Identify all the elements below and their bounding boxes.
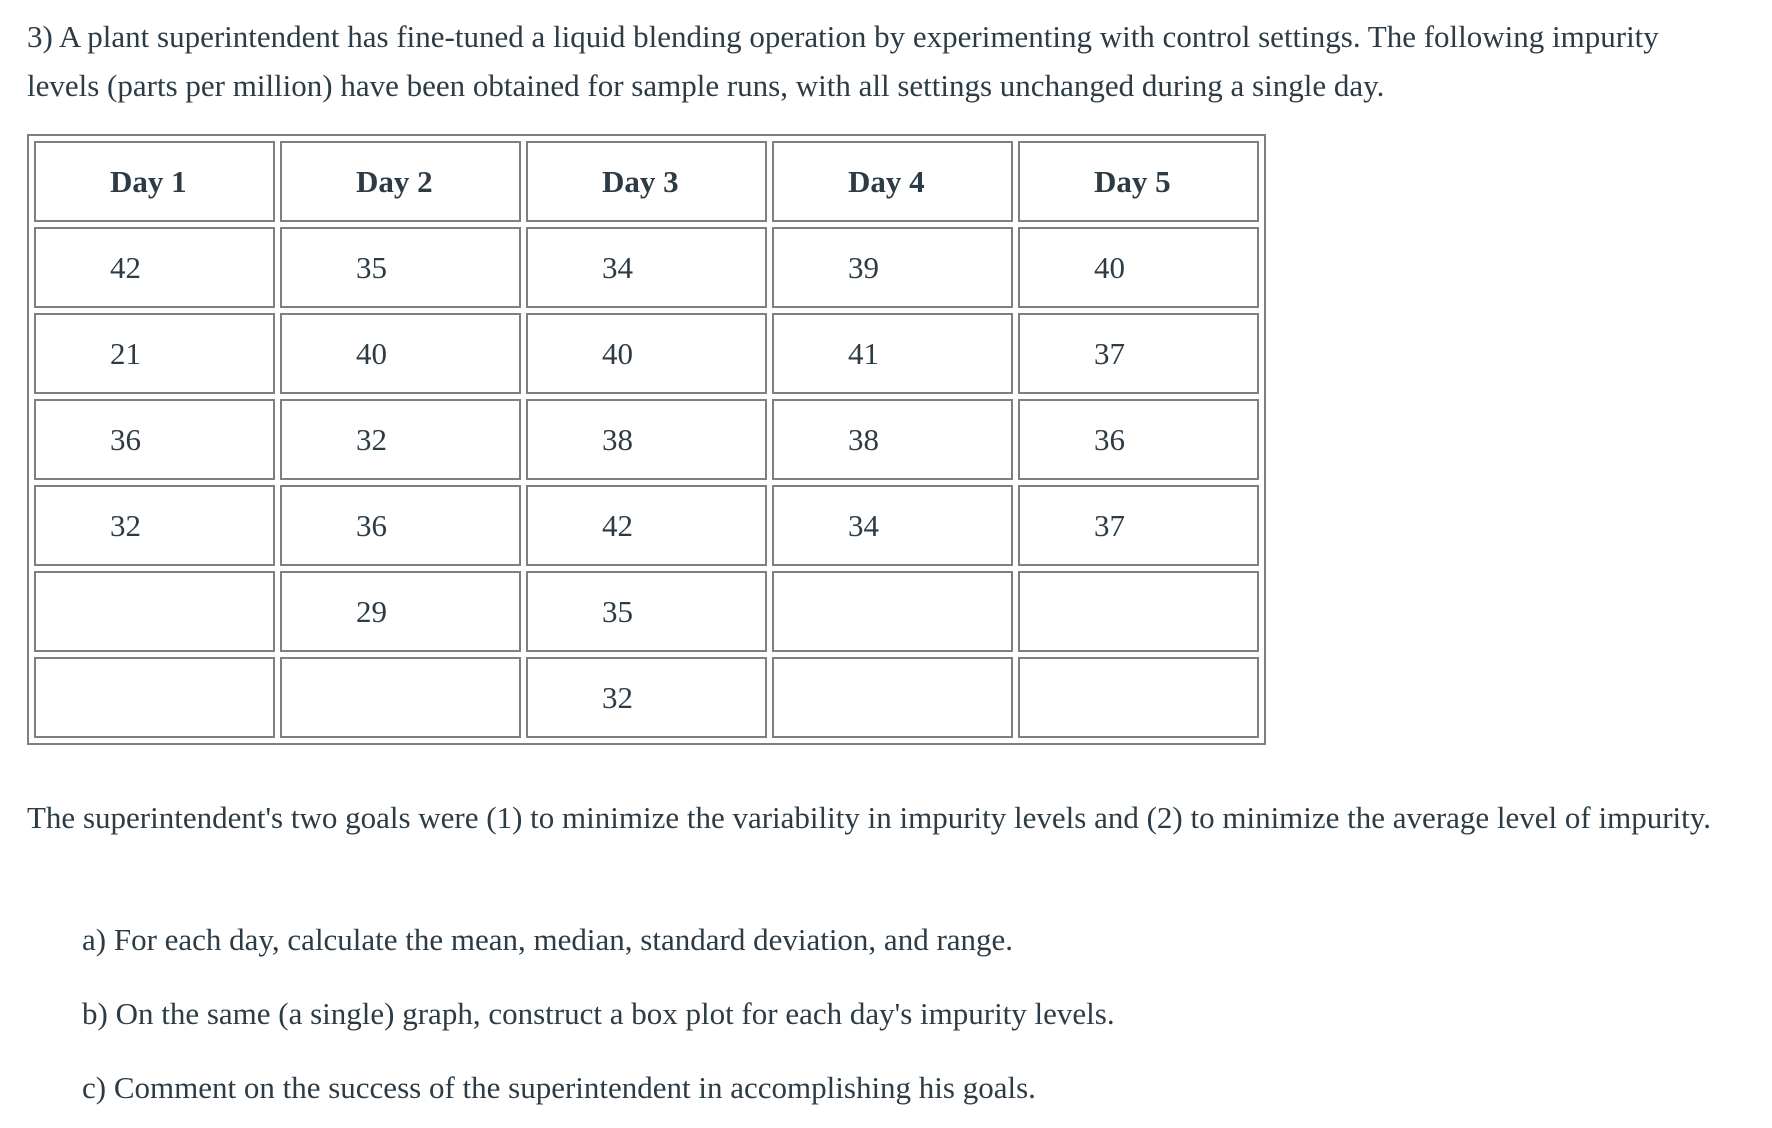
- table-row: [34, 313, 1259, 394]
- table-cell: [1018, 657, 1259, 738]
- table-cell: 40: [1018, 227, 1259, 308]
- table-cell: 40: [526, 313, 767, 394]
- problem-statement: 3) A plant superintendent has fine-tuned a liquid blending operation by experimenting with control settings. The following impurity levels (parts per million) have been obtained for sample runs, with all settings unchanged during a single day.: [27, 19, 1659, 103]
- header-day-2: Day 2: [280, 141, 521, 222]
- table-cell: 41: [772, 313, 1013, 394]
- table-row: [34, 571, 1259, 652]
- table-row: [34, 657, 1259, 738]
- table-cell: [772, 571, 1013, 652]
- table-cell: 21: [34, 313, 275, 394]
- table-cell: 42: [526, 485, 767, 566]
- table-cell: [1018, 571, 1259, 652]
- table-cell: 39: [772, 227, 1013, 308]
- table-cell: 32: [34, 485, 275, 566]
- impurity-table: [27, 134, 1266, 745]
- question-a: a) For each day, calculate the mean, median, standard deviation, and range.: [82, 922, 1014, 957]
- table-row: [34, 485, 1259, 566]
- header-day-1: Day 1: [34, 141, 275, 222]
- table-cell: 38: [772, 399, 1013, 480]
- table-cell: 35: [526, 571, 767, 652]
- header-day-3: Day 3: [526, 141, 767, 222]
- table-header-row: [34, 141, 1259, 222]
- table-cell: [34, 657, 275, 738]
- goals-paragraph: The superintendent's two goals were (1) to minimize the variability in impurity levels and (2) to minimize the average level of impurity.: [27, 800, 1711, 835]
- question-c: c) Comment on the success of the superintendent in accomplishing his goals.: [82, 1070, 1036, 1105]
- table-cell: 34: [526, 227, 767, 308]
- table-cell: 36: [280, 485, 521, 566]
- table-cell: 36: [34, 399, 275, 480]
- table-cell: 37: [1018, 313, 1259, 394]
- header-day-5: Day 5: [1018, 141, 1259, 222]
- header-day-4: Day 4: [772, 141, 1013, 222]
- table-cell: 40: [280, 313, 521, 394]
- table-cell: 36: [1018, 399, 1259, 480]
- table-cell: 37: [1018, 485, 1259, 566]
- table-cell: 32: [526, 657, 767, 738]
- table-cell: 34: [772, 485, 1013, 566]
- table-cell: 42: [34, 227, 275, 308]
- table-cell: [280, 657, 521, 738]
- table-cell: 38: [526, 399, 767, 480]
- table-cell: 32: [280, 399, 521, 480]
- table-cell: [34, 571, 275, 652]
- question-b: b) On the same (a single) graph, construct a box plot for each day's impurity levels.: [82, 996, 1115, 1031]
- table-cell: 35: [280, 227, 521, 308]
- table-row: [34, 227, 1259, 308]
- table-cell: 29: [280, 571, 521, 652]
- table-row: [34, 399, 1259, 480]
- table-cell: [772, 657, 1013, 738]
